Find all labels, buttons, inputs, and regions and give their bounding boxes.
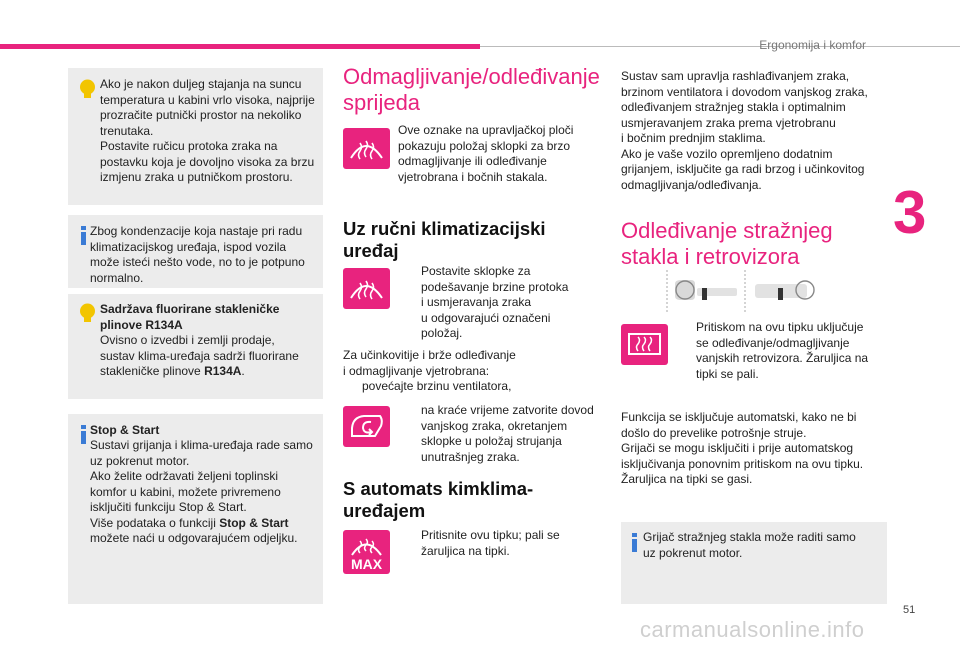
max-label: MAX	[350, 556, 383, 572]
watermark: carmanualsonline.info	[640, 617, 865, 642]
lightbulb-icon	[78, 303, 97, 323]
tip-box-refrigerant	[68, 294, 323, 399]
chapter-number: 3	[893, 179, 927, 246]
info-box-rear-heater	[621, 522, 887, 604]
front-defrost-heading: Odmagljivanje/odleđivanje sprijeda	[343, 64, 600, 115]
rear-defrost-step: Pritiskom na ovu tipku uključuje se odleđivanje/odmagljivanje vanjskih retrovizora. Žaruljica na tipki se pali.	[696, 320, 869, 381]
mirror-switch-illustration	[665, 270, 825, 312]
header-rule	[480, 46, 960, 47]
stop-start-title: Stop & Start	[90, 423, 160, 437]
info-box-condensation	[68, 215, 323, 288]
rear-defrost-heading: Odleđivanje stražnjeg stakla i retrovizora	[621, 218, 833, 269]
manual-bullet-text: povećajte brzinu ventilatora,	[362, 379, 512, 393]
manual-step-text: Postavite sklopke za podešavanje brzine protoka i usmjeravanja zraka u odgovarajući označeni položaj.	[421, 264, 569, 340]
front-defrost-intro: Ove oznake na upravljačkoj ploči pokazuju položaj sklopki za brzo odmagljivanje ili odleđivanje vjetrobrana i bočnih stakala.	[398, 123, 574, 184]
auto-ac-heading: S automats kimklima- uređajem	[343, 478, 534, 521]
section-title: Ergonomija i komfor	[759, 38, 866, 52]
lightbulb-icon	[78, 79, 97, 99]
rear-heater-text: Grijač stražnjeg stakla može raditi samo uz pokrenut motor.	[643, 530, 856, 560]
tip-text: Ako je nakon duljeg stajanja na suncu temperatura u kabini vrlo visoka, najprije prozračite putnički prostor na nekoliko trenutaka. Postavite ručicu protoka zraka na postavku koja je dovoljno visoka za brzu izmjenu zraka u putničkom prostoru.	[100, 77, 315, 184]
refrigerant-text: Ovisno o izvedbi i zemlji prodaje, sustav klima-uređaja sadrži fluorirane stakleničke plinove R134A.	[100, 333, 299, 378]
rear-defrost-icon	[621, 324, 668, 365]
header-accent-bar	[0, 44, 480, 49]
front-defrost-icon	[343, 128, 390, 169]
max-defrost-icon	[343, 530, 390, 574]
tip-box-ventilation	[68, 68, 323, 205]
rear-defrost-note: Funkcija se isključuje automatski, kako ne bi došlo do prevelike potrošnje struje. Grijači se mogu isključiti i prije automatskog isključivanja ponovnim pritiskom na ovu tipku. Žaruljica na tipki se gasi.	[621, 410, 864, 486]
stop-start-text: Sustavi grijanja i klima-uređaja rade samo uz pokrenut motor. Ako želite održavati željeni toplinski komfor u kabini, možete privremeno isključiti funkciju Stop & Start. Više podataka o funkciji Stop & Start možete naći u odgovarajućem odjeljku.	[90, 438, 313, 545]
info-icon	[80, 425, 88, 444]
defrost-position-icon	[343, 268, 390, 309]
manual-note-text: Za učinkovitije i brže odleđivanje i odmagljivanje vjetrobrana:	[343, 348, 516, 378]
info-icon	[631, 533, 639, 552]
info-box-stop-start	[68, 414, 323, 604]
recirc-step-text: na kraće vrijeme zatvorite dovod vanjskog zraka, okretanjem sklopke u položaj strujanja unutrašnjeg zraka.	[421, 403, 594, 464]
auto-step-text: Pritisnite ovu tipku; pali se žaruljica na tipki.	[421, 528, 560, 558]
auto-system-text: Sustav sam upravlja rashlađivanjem zraka, brzinom ventilatora i dovodom vanjskog zraka, odleđivanjem stražnjeg stakla i optimalnim usmjeravanjem zraka prema vjetrobranu i bočnim prednjim staklima. Ako je vaše vozilo opremljeno dodatnim grijanjem, isključite ga radi brzog i učinkovitog odmagljivanja/odleđivanja.	[621, 69, 868, 192]
info-text: Zbog kondenzacije koja nastaje pri radu klimatizacijskog uređaja, ispod vozila može isteći nešto vode, no to je potpuno normalno.	[90, 224, 305, 285]
info-icon	[80, 226, 88, 245]
air-recirculation-icon	[343, 406, 390, 447]
refrigerant-title: Sadržava fluorirane stakleničke plinove R134A	[100, 302, 280, 332]
page-number: 51	[903, 604, 916, 616]
manual-ac-heading: Uz ručni klimatizacijski uređaj	[343, 218, 546, 261]
